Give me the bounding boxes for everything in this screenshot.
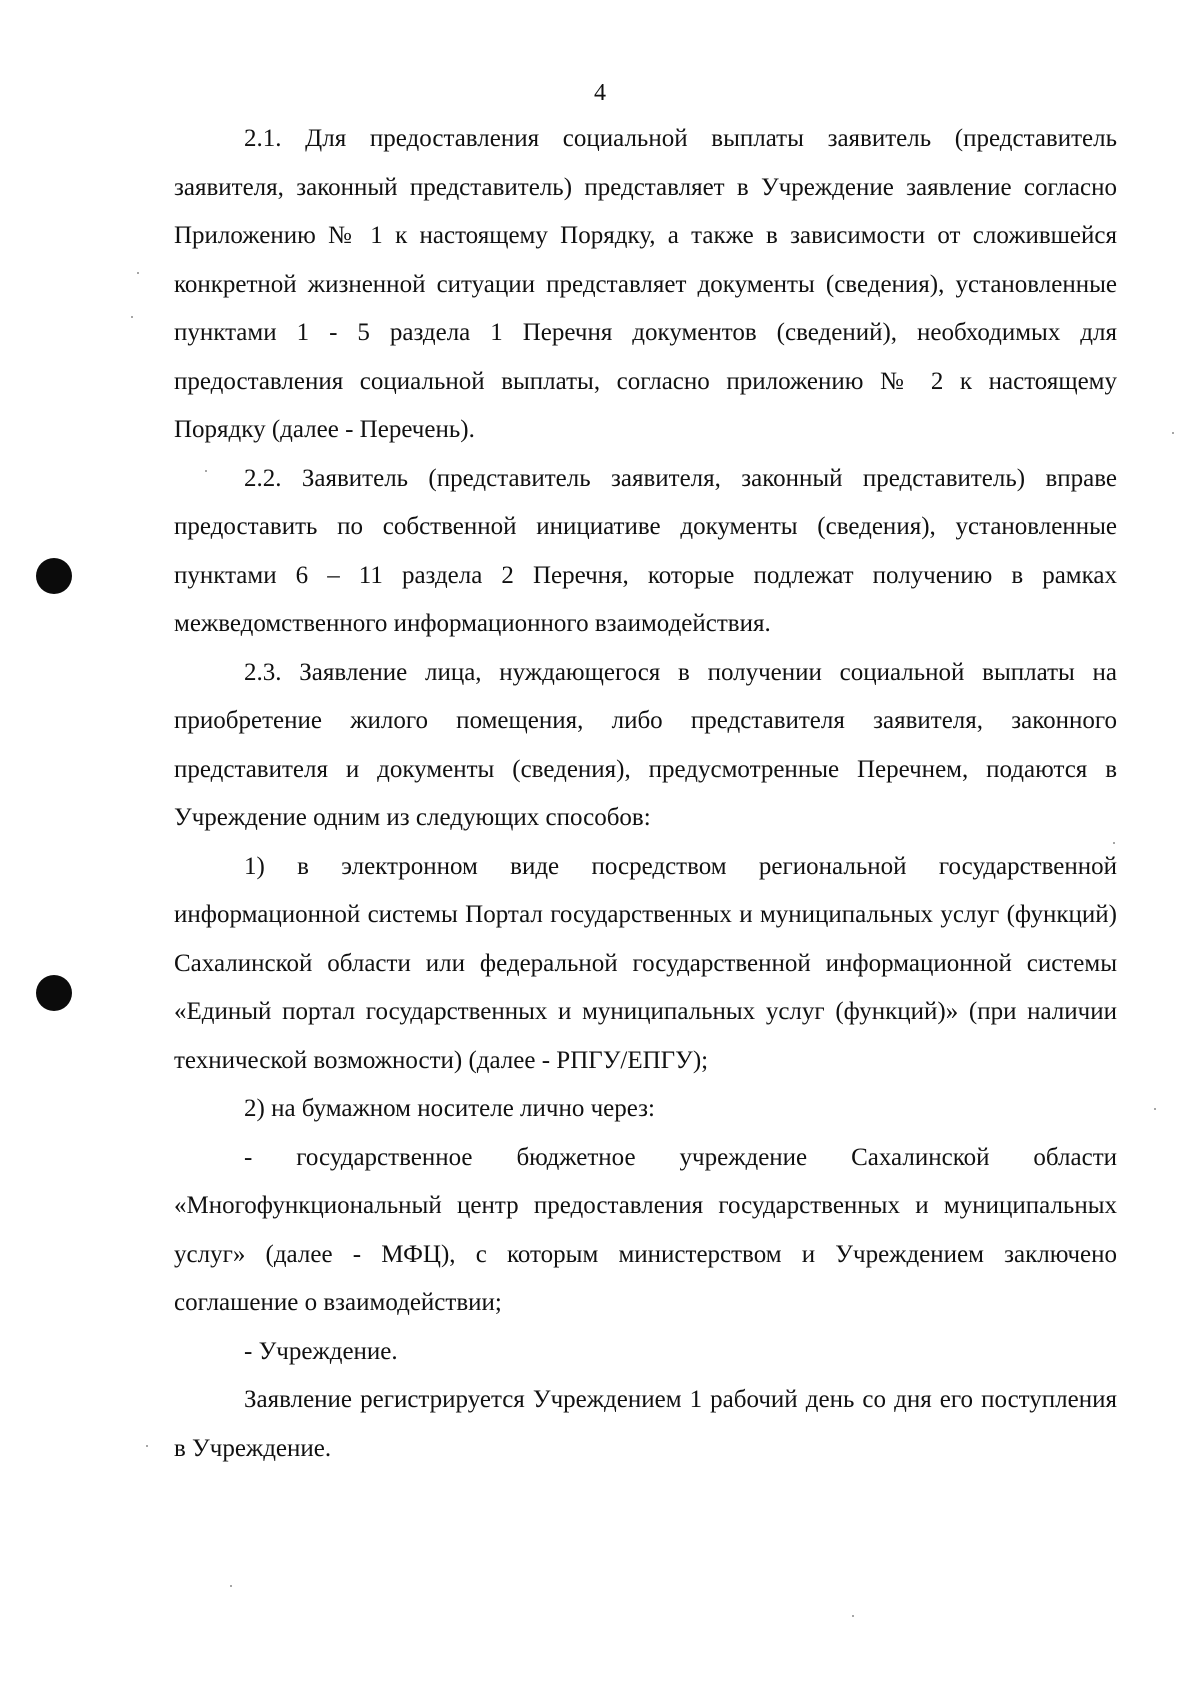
scan-speck (230, 1585, 232, 1587)
paragraph-2-1: 2.1. Для предоставления социальной выплаты заявитель (представитель заявителя, законный представитель) представляет в Учреждение заявление согласно Приложению № 1 к настоящему Порядку, а также в зависимости от сложившейся конкретной жизненной ситуации представляет документы (сведения), установленные пунктами 1 - 5 раздела 1 Перечня документов (сведений), необходимых для предоставления социальной выплаты, согласно приложению № 2 к настоящему Порядку (далее - Перечень). (174, 125, 1117, 443)
list-item-electronic: 1) в электронном виде посредством региональной государственной информационной системы Портал государственных и муниципальных услуг (функций) Сахалинской области или федеральной государственной информационной системы «Единый портал государственных и муниципальных услуг (функций)» (при наличии технической возможности) (далее - РПГУ/ЕПГУ); (174, 852, 1117, 1074)
scan-speck (146, 1445, 148, 1447)
scan-speck (1172, 432, 1174, 434)
punch-hole-bottom (36, 975, 72, 1011)
list-subitem-mfc: - государственное бюджетное учреждение Сахалинской области «Многофункциональный центр предоставления государственных и муниципальных услуг» (далее - МФЦ), с которым министерством и Учреждением заключено соглашение о взаимодействии; (174, 1143, 1117, 1316)
paragraph-registration: Заявление регистрируется Учреждением 1 рабочий день со дня его поступления в Учреждение. (174, 1386, 1117, 1462)
scan-speck (1154, 1108, 1156, 1110)
document-body (174, 115, 1117, 1473)
punch-hole-top (36, 558, 72, 594)
paragraph-2-2: 2.2. Заявитель (представитель заявителя, законный представитель) вправе предоставить по собственной инициативе документы (сведения), установленные пунктами 6 – 11 раздела 2 Перечня, которые подлежат получению в рамках межведомственного информационного взаимодействия. (174, 464, 1117, 637)
list-subitem-institution: - Учреждение. (244, 1337, 398, 1365)
scan-speck (131, 316, 133, 318)
list-item-paper: 2) на бумажном носителе лично через: (244, 1095, 655, 1122)
scan-speck (852, 1615, 854, 1617)
page-number: 4 (594, 80, 606, 106)
paragraph-2-3: 2.3. Заявление лица, нуждающегося в получении социальной выплаты на приобретение жилого помещения, либо представителя заявителя, законного представителя и документы (сведения), предусмотренные Перечнем, подаются в Учреждение одним из следующих способов: (174, 658, 1117, 831)
scan-speck (137, 272, 139, 274)
